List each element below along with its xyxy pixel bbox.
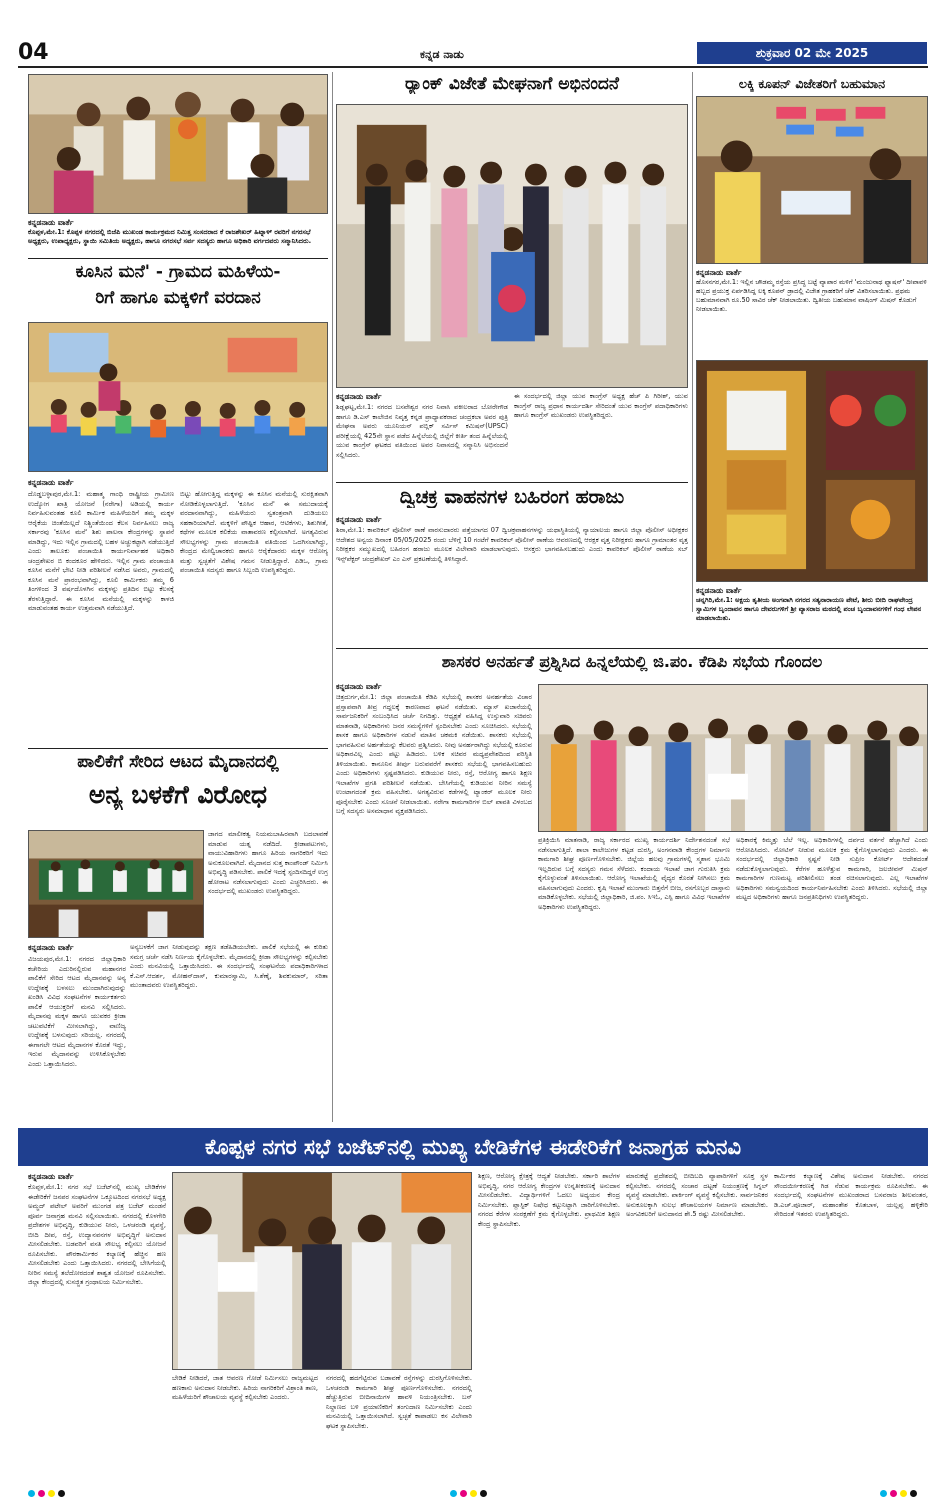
rank-photo: [336, 104, 688, 388]
kusina-headline-2: ರಿಗೆ ಹಾಗೂ ಮಕ್ಕಳಿಗೆ ವರದಾನ: [95, 288, 261, 308]
palike-headline-1: ಪಾಲಿಕೆಗೆ ಸೇರಿದ ಆಟದ ಮೈದಾನದಲ್ಲಿ: [77, 752, 279, 772]
felicitation-byline: ಕನ್ನಡನಾಡು ವಾರ್ತೆ: [28, 218, 74, 227]
auction-body: ಶಿರಾ,ಮೇ.1: ಕಾವರಿಕಲ್ ಪೊಲೀಸ್ ಠಾಣೆ ವಾರಸುದಾರರು ಪತ್ತೆಯಾಗದ 07 ದ್ವಿಚಕ್ರವಾಹನಗಳನ್ನು ಯಥಾಸ್ಥಿತಿಯಲ್ಲಿ ನ್ಯಾಯಾಲಯ ಹಾಗೂ ಜಿಲ್ಲಾ ಪೊಲೀಸ್ ಅಧೀಕ್ಷಕರ ಆದೇಶದ ಅನ್ವಯ ದಿನಾಂಕ 05/05/2025 ರಂದು ಬೆಳಿಗ್ಗೆ 10 ಗಂಟೆಗೆ ಕಾವರಿಕಲ್ ಪೊಲೀಸ್ ಠಾಣೆಯ ಆವರಣದಲ್ಲಿ ಆರಕ್ಷಕ ವೃತ್ತ ನಿರೀಕ್ಷಕರು ಹಾಗೂ ಗ್ರಾಮಾಂತರ ವೃತ್ತ ನಿರೀಕ್ಷಕರ ಸಮ್ಮುಖದಲ್ಲಿ ಬಹಿರಂಗ ಹರಾಜು ಮೂಲಕ ವಿಲೇವಾರಿ ಮಾಡಲಾಗುವುದು. ಆಸಕ್ತರು ಭಾಗವಹಿಸಬಹುದು ಎಂದು ಕಾವರಿಕಲ್ ಪೊಲೀಸ್ ಠಾಣೆಯ ಸಬ್ ಇನ್ಸ್‌ಪೆಕ್ಟರ್ ಚಂದ್ರಶೇಖರ್ ಎಂ ಎಸ್ ಪ್ರಕಟಣೆಯಲ್ಲಿ ತಿಳಿಸಿದ್ದಾರೆ.: [336, 526, 688, 563]
column-divider: [332, 72, 333, 1122]
registration-dots-right: [880, 1490, 917, 1497]
temple-photo: [696, 360, 928, 582]
kdp-col-1: ಚಿತ್ರದುರ್ಗ,ಮೇ.1: ಜಿಲ್ಲಾ ಪಂಚಾಯಿತಿ ಕೆಡಿಪಿ ಸಭೆಯಲ್ಲಿ ಶಾಸಕರ ಅನರ್ಹತೆಯ ವಿಚಾರ ಪ್ರಸ್ತಾಪವಾಗಿ ತೀವ್ರ ಗದ್ದಲಕ್ಕೆ ಕಾರಣವಾದ ಘಟನೆ ನಡೆಯಿತು. ಮ್ಯಾಸ್ ಖಜಾನೆಯಲ್ಲಿ ಸಾರ್ವಜನಿಕರಿಗೆ ಸಂಬಂಧಿಸಿದ ಚರ್ಚೆ ನಿಗದಿತ್ತು. ಆಧ್ಯಕ್ಷತೆ ವಹಿಸಿದ್ದ ಉಸ್ತುವಾರಿ ಸಚಿವರು ಮಾತನಾಡಿ, ಅಧಿಕಾರಿಗಳು ಜನರ ಸಮಸ್ಯೆಗಳಿಗೆ ಸ್ಪಂದಿಸಬೇಕು ಎಂದು ಸೂಚಿಸಿದರು. ಸಭೆಯಲ್ಲಿ ಶಾಸಕ ಹಾಗೂ ಅಧಿಕಾರಿಗಳ ನಡುವೆ ಮಾತಿನ ಚಕಮಕಿ ನಡೆಯಿತು. ಶಾಸಕರು ಸಭೆಯಲ್ಲಿ ಭಾಗವಹಿಸುವ ಅರ್ಹತೆಯನ್ನು ಕೆಲವರು ಪ್ರಶ್ನಿಸಿದರು. ನೀವು ಅನರ್ಹರಾಗಿದ್ದು ಸಭೆಯಲ್ಲಿ ಕೂರುವ ಅಧಿಕಾರವಿಲ್ಲ ಎಂದು ಪಟ್ಟು ಹಿಡಿದರು. ಬಳಿಕ ಸಚಿವರ ಮಧ್ಯಪ್ರವೇಶದಿಂದ ಪರಿಸ್ಥಿತಿ ತಿಳಿಯಾಯಿತು. ಕಾನೂನಿನ ತೀರ್ಪು ಬರುವವರೆಗೆ ಶಾಸಕರು ಸಭೆಯಲ್ಲಿ ಭಾಗವಹಿಸಬಹುದು ಎಂದು ಅಧಿಕಾರಿಗಳು ಸ್ಪಷ್ಟಪಡಿಸಿದರು. ಕುಡಿಯುವ ನೀರು, ರಸ್ತೆ, ಆರೋಗ್ಯ ಹಾಗೂ ಶಿಕ್ಷಣ ಇಲಾಖೆಗಳ ಪ್ರಗತಿ ಪರಿಶೀಲನೆ ನಡೆಯಿತು. ಬೇಸಿಗೆಯಲ್ಲಿ ಕುಡಿಯುವ ನೀರಿನ ಸಮಸ್ಯೆ ಉಂಟಾಗದಂತೆ ಕ್ರಮ ವಹಿಸಬೇಕು. ಅಗತ್ಯವಿರುವ ಕಡೆಗಳಲ್ಲಿ ಟ್ಯಾಂಕರ್ ಮೂಲಕ ನೀರು ಪೂರೈಸಬೇಕು ಎಂದು ಸೂಚನೆ ನೀಡಲಾಯಿತು. ನರೇಗಾ ಕಾಮಗಾರಿಗಳ ಬಿಲ್ ಪಾವತಿ ವಿಳಂಬದ ಬಗ್ಗೆ ಸದಸ್ಯರು ಅಸಮಾಧಾನ ವ್ಯಕ್ತಪಡಿಸಿದರು.: [336, 693, 532, 815]
lucky-headline: ಲಕ್ಕಿ ಕೂಪನ್ ವಿಜೇತರಿಗೆ ಬಹುಮಾನ: [738, 76, 886, 91]
auction-byline: ಕನ್ನಡನಾಡು ವಾರ್ತೆ: [336, 515, 382, 524]
rank-col-2: ಈ ಸಂದರ್ಭದಲ್ಲಿ ಜಿಲ್ಲಾ ಯುವ ಕಾಂಗ್ರೆಸ್ ಅಧ್ಯಕ್ಷ ಹೆಚ್ ಪಿ ಗಿರೀಶ್, ಯುವ ಕಾಂಗ್ರೆಸ್ ರಾಜ್ಯ ಪ್ರಧಾನ ಕಾರ್ಯದರ್ಶಿ ಸೇರಿದಂತೆ ಯುವ ಕಾಂಗ್ರೆಸ್ ಪದಾಧಿಕಾರಿಗಳು ಹಾಗೂ ಕಾಂಗ್ರೆಸ್ ಮುಖಂಡರು ಉಪಸ್ಥಿತರಿದ್ದರು.: [514, 392, 688, 419]
lucky-byline: ಕನ್ನಡನಾಡು ವಾರ್ತೆ: [696, 268, 742, 277]
budget-col-6: ಕಾರ್ಮಿಕರ ಕಲ್ಯಾಣಕ್ಕೆ ವಿಶೇಷ ಅನುದಾನ ನೀಡಬೇಕು. ನಗರದ ಸೌಂದರ್ಯೀಕರಣಕ್ಕೆ ಗಿಡ ನೆಡುವ ಕಾರ್ಯಕ್ರಮ ರೂಪಿಸಬೇಕು. ಈ ಸಂದರ್ಭದಲ್ಲಿ ಸಂಘಟನೆಗಳ ಮುಖಂಡರಾದ ಬಸವರಾಜ ಶೀಲವಂತರ, ಡಿ.ಎಚ್.ಪೂಜಾರ್, ಮಹಾಂತೇಶ ಕೊತಬಾಳ, ಯಲ್ಲಪ್ಪ ಹಳ್ಳಿಕೇರಿ ಸೇರಿದಂತೆ ಇತರರು ಉಪಸ್ಥಿತರಿದ್ದರು.: [774, 1172, 928, 1218]
page-number: 04: [18, 40, 49, 65]
temple-byline: ಕನ್ನಡನಾಡು ವಾರ್ತೆ: [696, 586, 742, 595]
felicitation-caption: ಕೊಪ್ಪಳ,ಮೇ.1: ಕೊಪ್ಪಳ ನಗರದಲ್ಲಿ ಬಿಜೆಪಿ ಮುಖಂಡ ಕಾರ್ಯಕ್ರಮದ ನಿಮಿತ್ತ ಸಂಸದರಾದ ಕೆ ರಾಜಶೇಖರ್ ಹಿಟ್ನಾಳ್ ರವರಿಗೆ ನಗರಸಭೆ ಅಧ್ಯಕ್ಷರು, ಉಪಾಧ್ಯಕ್ಷರು, ಸ್ಥಾಯಿ ಸಮಿತಿಯ ಅಧ್ಯಕ್ಷರು, ಹಾಗೂ ನಗರಸಭೆ ಸರ್ವ ಸದಸ್ಯರು ಹಾಗೂ ಅಧಿಕಾರಿ ವರ್ಗದವರು ಸನ್ಮಾನಿಸಿದರು.: [28, 228, 312, 245]
date-box: [697, 42, 927, 64]
divider: [28, 258, 328, 259]
budget-col-5: ಮಾರುಕಟ್ಟೆ ಪ್ರದೇಶದಲ್ಲಿ ಬೀದಿಬದಿ ವ್ಯಾಪಾರಿಗಳಿಗೆ ಸೂಕ್ತ ಸ್ಥಳ ಕಲ್ಪಿಸಬೇಕು. ನಗರದಲ್ಲಿ ಸಂಚಾರ ದಟ್ಟಣೆ ನಿಯಂತ್ರಣಕ್ಕೆ ಸಿಗ್ನಲ್ ವ್ಯವಸ್ಥೆ ಮಾಡಬೇಕು. ಪಾರ್ಕಿಂಗ್ ವ್ಯವಸ್ಥೆ ಕಲ್ಪಿಸಬೇಕು. ಸಾರ್ವಜನಿಕರ ಅನುಕೂಲಕ್ಕಾಗಿ ಸುಲಭ ಶೌಚಾಲಯಗಳ ನಿರ್ಮಾಣ ಮಾಡಬೇಕು. ಅಂಗವಿಕಲರಿಗೆ ಅನುದಾನದ ಶೇ.5 ರಷ್ಟು ಮೀಸಲಿಡಬೇಕು.: [626, 1172, 768, 1218]
registration-dots-center: [450, 1490, 487, 1497]
rank-col-1: ಶಿಡ್ಲಘಟ್ಟ,ಮೇ.1: ನಗರದ ಬಸವೇಶ್ವರ ನಗರ ನಿವಾಸಿ ವಕೀಲರಾದ ಬೋರೇಗೌಡ ಹಾಗೂ ಡಿ.ಎಸ್ ಕಾಲೇಜಿನ ನಿವೃತ್ತ ಕನ್ನಡ ಪ್ರಾಧ್ಯಾಪಕರಾದ ಚಂದ್ರಕಲಾ ಅವರ ಪುತ್ರಿ ಮೇಘನಾ ಅವರು ಯೂನಿಯನ್ ಪಬ್ಲಿಕ್ ಸರ್ವಿಸ್ ಕಮಿಷನ್(UPSC) ಪರೀಕ್ಷೆಯಲ್ಲಿ 425ನೇ ಸ್ಥಾನ ಪಡೆದ ಹಿನ್ನೆಲೆಯಲ್ಲಿ ಜಿಲ್ಲೆಗೆ ಕೀರ್ತಿ ತಂದ ಹಿನ್ನೆಲೆಯಲ್ಲಿ ಯುವ ಕಾಂಗ್ರೆಸ್ ಘಟಕದ ವತಿಯಿಂದ ಅವರ ನಿವಾಸದಲ್ಲಿ ಸನ್ಮಾನಿಸಿ ಅಭಿನಂದನೆ ಸಲ್ಲಿಸಿದರು.: [336, 403, 508, 459]
budget-photo: [172, 1172, 472, 1370]
auction-headline: ದ್ವಿಚಕ್ರ ವಾಹನಗಳ ಬಹಿರಂಗ ಹರಾಜು: [399, 486, 625, 508]
rank-byline: ಕನ್ನಡನಾಡು ವಾರ್ತೆ: [336, 392, 382, 401]
budget-col-3: ನಗರದಲ್ಲಿ ಹದಗೆಟ್ಟಿರುವ ಬಡಾವಣೆ ರಸ್ತೆಗಳನ್ನು ದುರಸ್ತಿಗೊಳಿಸಬೇಕು. ಒಳಚರಂಡಿ ಕಾಮಗಾರಿ ಶೀಘ್ರ ಪೂರ್ಣಗೊಳಿಸಬೇಕು. ನಗರದಲ್ಲಿ ಹೆಚ್ಚುತ್ತಿರುವ ಬೀದಿನಾಯಿಗಳ ಹಾವಳಿ ನಿಯಂತ್ರಿಸಬೇಕು. ಬಸ್ ನಿಲ್ದಾಣದ ಬಳಿ ಪ್ರಯಾಣಿಕರಿಗೆ ತಂಗುದಾಣ ನಿರ್ಮಿಸಬೇಕು ಎಂದು ಮನವಿಯಲ್ಲಿ ಒತ್ತಾಯಿಸಲಾಗಿದೆ. ಸ್ವಚ್ಛತೆ ಕಾಪಾಡಲು ಕಸ ವಿಲೇವಾರಿ ಘಟಕ ಸ್ಥಾಪಿಸಬೇಕು.: [326, 1374, 472, 1430]
kdp-headline: ಶಾಸಕರ ಅನರ್ಹತೆ ಪ್ರಶ್ನಿಸಿದ ಹಿನ್ನಲೆಯಲ್ಲಿ ಜಿ.ಪಂ. ಕೆಡಿಪಿ ಸಭೆಯ ಗೊಂದಲ: [441, 652, 823, 671]
kdp-photo: [538, 684, 928, 832]
palike-photo: [28, 830, 204, 938]
divider: [336, 482, 688, 483]
rank-headline: ರ್‍ಯಾಂಕ್ ವಿಜೇತೆ ಮೇಘನಾಗೆ ಅಭಿನಂದನೆ: [404, 74, 619, 94]
kusina-photo: [28, 322, 328, 472]
temple-caption: ಚನ್ನಗಿರಿ,ಮೇ.1: ಅಕ್ಷಯ ತೃತೀಯ ಅಂಗವಾಗಿ ನಗರದ ಸತ್ಯನಾರಾಯಣ ಪೇಟೆ, ಶೀರು ಬೀದಿ ರಾಘವೇಂದ್ರ ಸ್ವಾಮಿಗಳ ಬೃಂದಾವನ ಹಾಗೂ ದೇವರುಗಳಿಗೆ ಶ್ರೀ ವ್ಯಾಸರಾಜ ಮಠದಲ್ಲಿ ಪಂಚ ಬೃಂದಾವನಗಳಿಗೆ ಗಂಧ ಲೇಪನ ಮಾಡಲಾಯಿತು.: [696, 596, 922, 622]
column-divider: [692, 72, 693, 612]
paper-name: ಕನ್ನಡ ನಾಡು: [420, 48, 464, 61]
budget-banner: [18, 1128, 928, 1166]
kdp-byline: ಕನ್ನಡನಾಡು ವಾರ್ತೆ: [336, 682, 382, 691]
kusina-headline-1: ಕೂಸಿನ ಮನೆ' - ಗ್ರಾಮದ ಮಹಿಳೆಯ-: [75, 262, 281, 282]
registration-dots-left: [28, 1490, 65, 1497]
kusina-byline: ಕನ್ನಡನಾಡು ವಾರ್ತೆ: [28, 478, 74, 487]
lucky-photo: [696, 96, 928, 264]
felicitation-photo: [28, 74, 328, 214]
kdp-col-2: ಪ್ರತಿಕ್ರಿಯಿಸಿ ಮಾತನಾಡಿ, ರಾಜ್ಯ ಸರ್ಕಾರದ ಮುಖ್ಯ ಕಾರ್ಯದರ್ಶಿ ನಿರ್ದೇಶನದಂತೆ ಸಭೆ ನಡೆಸಲಾಗುತ್ತಿದೆ. ಶಾಲಾ ಕಾಲೇಜುಗಳ ಕಟ್ಟಡ ದುರಸ್ತಿ, ಅಂಗನವಾಡಿ ಕೇಂದ್ರಗಳ ನಿರ್ಮಾಣ ಕಾಮಗಾರಿ ಶೀಘ್ರ ಪೂರ್ಣಗೊಳಿಸಬೇಕು. ಜಿಲ್ಲೆಯ ಹಲವು ಗ್ರಾಮಗಳಲ್ಲಿ ಸ್ಮಶಾನ ಭೂಮಿ ಇಲ್ಲದಿರುವ ಬಗ್ಗೆ ಸದಸ್ಯರು ಗಮನ ಸೆಳೆದರು. ಕಂದಾಯ ಇಲಾಖೆ ಜಾಗ ಗುರುತಿಸಿ ಕ್ರಮ ಕೈಗೊಳ್ಳುವಂತೆ ತಿಳಿಸಲಾಯಿತು. ಆರೋಗ್ಯ ಇಲಾಖೆಯಲ್ಲಿ ವೈದ್ಯರ ಕೊರತೆ ನೀಗಿಸಲು ಕ್ರಮ ವಹಿಸಲಾಗುವುದು ಎಂದರು. ಕೃಷಿ ಇಲಾಖೆ ಮುಂಗಾರು ಬಿತ್ತನೆಗೆ ಬೀಜ, ರಸಗೊಬ್ಬರ ದಾಸ್ತಾನು ಮಾಡಿಕೊಳ್ಳಬೇಕು. ಸಭೆಯಲ್ಲಿ ಜಿಲ್ಲಾಧಿಕಾರಿ, ಜಿ.ಪಂ. ಸಿಇಓ, ಎಸ್ಪಿ ಹಾಗೂ ವಿವಿಧ ಇಲಾಖೆಗಳ ಅಧಿಕಾರಿಗಳು ಉಪಸ್ಥಿತರಿದ್ದರು.: [538, 836, 730, 911]
budget-col-1: ಕೊಪ್ಪಳ,ಮೇ.1: ನಗರ ಸಭೆ ಬಜೆಟ್‌ನಲ್ಲಿ ಮುಖ್ಯ ಬೇಡಿಕೆಗಳ ಈಡೇರಿಕೆಗೆ ಜನಪರ ಸಂಘಟನೆಗಳ ಒಕ್ಕೂಟದಿಂದ ನಗರಸಭೆ ಅಧ್ಯಕ್ಷ ಅಮ್ಜದ್ ಪಟೇಲ್ ಅವರಿಗೆ ಮುಂಗಡ ಪತ್ರ ಬಜೆಟ್ ಮಂಡನೆ ಪೂರ್ವ ಜನಾಗ್ರಹ ಮನವಿ ಸಲ್ಲಿಸಲಾಯಿತು. ನಗರದಲ್ಲಿ ಕೊಳಗೇರಿ ಪ್ರದೇಶಗಳ ಅಭಿವೃದ್ಧಿ, ಕುಡಿಯುವ ನೀರು, ಒಳಚರಂಡಿ ವ್ಯವಸ್ಥೆ, ಬೀದಿ ದೀಪ, ರಸ್ತೆ, ಉದ್ಯಾನವನಗಳ ಅಭಿವೃದ್ಧಿಗೆ ಅನುದಾನ ಮೀಸಲಿಡಬೇಕು. ಬಡವರಿಗೆ ವಸತಿ ಸೌಲಭ್ಯ ಕಲ್ಪಿಸಲು ಯೋಜನೆ ರೂಪಿಸಬೇಕು. ಪೌರಕಾರ್ಮಿಕರ ಕಲ್ಯಾಣಕ್ಕೆ ಹೆಚ್ಚಿನ ಹಣ ಮೀಸಲಿಡಬೇಕು ಎಂದು ಒತ್ತಾಯಿಸಿದರು. ನಗರದಲ್ಲಿ ಬೇಸಿಗೆಯಲ್ಲಿ ನೀರಿನ ಸಮಸ್ಯೆ ತಲೆದೋರದಂತೆ ಶಾಶ್ವತ ಯೋಜನೆ ರೂಪಿಸಬೇಕು. ಜಿಲ್ಲಾ ಕೇಂದ್ರದಲ್ಲಿ ಸುಸಜ್ಜಿತ ಗ್ರಂಥಾಲಯ ನಿರ್ಮಿಸಬೇಕು.: [28, 1183, 166, 1286]
kusina-col-1: ದೊಡ್ಡಬಳ್ಳಾಪುರ,ಮೇ.1: ಮಹಾತ್ಮ ಗಾಂಧಿ ರಾಷ್ಟ್ರೀಯ ಗ್ರಾಮೀಣ ಉದ್ಯೋಗ ಖಾತ್ರಿ ಯೋಜನೆ (ನರೇಗಾ) ಅಡಿಯಲ್ಲಿ ಕಾರ್ಯ ನಿರ್ವಹಿಸುವಂತಹ ಕೂಲಿ ಕಾರ್ಮಿಕ ಮಹಿಳೆಯರಿಗೆ ತಮ್ಮ ಮಕ್ಕಳ ಆರೈಕೆಯ ಚಿಂತೆಯಿಲ್ಲದೆ ನಿಶ್ಚಿಂತೆಯಿಂದ ಕೆಲಸ ನಿರ್ವಹಿಸಲು ರಾಜ್ಯ ಸರ್ಕಾರವು 'ಕೂಸಿನ ಮನೆ' ಶಿಶು ಪಾಲನಾ ಕೇಂದ್ರಗಳನ್ನು ಸ್ಥಾಪನೆ ಮಾಡಿದ್ದು, ಇದು ಇಲ್ಲಿನ ಗ್ರಾಮದಲ್ಲಿ ಬಹಳ ಅಚ್ಚುಕಟ್ಟಾಗಿ ನಡೆಯುತ್ತಿದೆ ಎಂದು ತಾಲೂಕು ಪಂಚಾಯಿತಿ ಕಾರ್ಯನಿರ್ವಾಹಕ ಅಧಿಕಾರಿ ಚಂದ್ರಶೇಖರ ಬಿ ಕಂದಕೂರ ಹೇಳಿದರು. ಇಲ್ಲಿನ ಗ್ರಾಮ ಪಂಚಾಯತಿ ಕೂಸಿನ ಮನೆಗೆ ಭೇಟಿ ನೀಡಿ ಪರಿಶೀಲನೆ ನಡೆಸಿದ ಅವರು, ಗ್ರಾಮದಲ್ಲಿ ಕೂಸಿನ ಮನೆ ಪ್ರಾರಂಭವಾಗಿದ್ದು, ಕೂಲಿ ಕಾರ್ಮಿಕರು ತಮ್ಮ 6 ತಿಂಗಳಿಂದ 3 ವರ್ಷದೊಳಗಿನ ಮಕ್ಕಳನ್ನು ಪ್ರತಿದಿನ ಬಿಟ್ಟು ಕೆಲಸಕ್ಕೆ ತೆರಳುತ್ತಿದ್ದಾರೆ. ಈ ಕೂಸಿನ ಮನೆಯಲ್ಲಿ ಮಕ್ಕಳನ್ನು ಕಾಳಜಿ ಮಾಡುವಂತಹ ಕಾರ್ಯ ಉತ್ತಮವಾಗಿ ನಡೆಯುತ್ತಿದೆ.: [28, 490, 174, 612]
palike-byline: ಕನ್ನಡನಾಡು ವಾರ್ತೆ: [28, 943, 74, 952]
date-text: ಶುಕ್ರವಾರ 02 ಮೇ 2025: [755, 46, 869, 60]
divider: [336, 648, 928, 649]
budget-byline: ಕನ್ನಡನಾಡು ವಾರ್ತೆ: [28, 1172, 74, 1181]
kdp-col-3: ಅಧಿಕಾರಕ್ಕೆ ಕಿಮ್ಮತ್ತು ಬೆಲೆ ಇಲ್ಲ. ಅಧಿಕಾರಿಗಳಲ್ಲಿ ದರ್ಪದ ವರ್ತನೆ ಹೆಚ್ಚಾಗಿದೆ ಎಂದು ಆರೋಪಿಸಿದರು. ನೋಟಿಸ್ ನೀಡುವ ಮೂಲಕ ಕ್ರಮ ಕೈಗೊಳ್ಳಲಾಗುವುದು ಎಂದರು. ಈ ಸಂದರ್ಭದಲ್ಲಿ ಜಿಲ್ಲಾಧಿಕಾರಿ ಸ್ಪಷ್ಟನೆ ನೀಡಿ ಸುಪ್ರೀಂ ಕೋರ್ಟ್ ಆದೇಶದಂತೆ ನಡೆದುಕೊಳ್ಳಲಾಗುವುದು. ಕೆರೆಗಳ ಹೂಳೆತ್ತುವ ಕಾಮಗಾರಿ, ಜಲಜೀವನ್ ಮಿಷನ್ ಕಾಮಗಾರಿಗಳ ಗುಣಮಟ್ಟ ಪರಿಶೀಲಿಸಲು ತಂಡ ರಚಿಸಲಾಗುವುದು. ಎಲ್ಲ ಇಲಾಖೆಗಳ ಅಧಿಕಾರಿಗಳು ಸಮನ್ವಯದಿಂದ ಕಾರ್ಯನಿರ್ವಹಿಸಬೇಕು ಎಂದು ತಿಳಿಸಿದರು. ಸಭೆಯಲ್ಲಿ ಜಿಲ್ಲಾ ಮಟ್ಟದ ಅಧಿಕಾರಿಗಳು ಹಾಗೂ ಜನಪ್ರತಿನಿಧಿಗಳು ಉಪಸ್ಥಿತರಿದ್ದರು.: [736, 836, 928, 901]
masthead-rule: [18, 66, 928, 68]
budget-col-2: ಬೇಡಿಕೆ ನೀಡಿದರೆ, ಜಾತ ಆವರಣ ಗೋಡೆ ನಿರ್ಮಿಸಲು ರಾಜ್ಯಮಟ್ಟದ ಹಣಕಾಸು ಅನುದಾನ ನೀಡಬೇಕು. ಹಿರಿಯ ನಾಗರಿಕರಿಗೆ ವಿಶ್ರಾಂತಿ ತಾಣ, ಮಹಿಳೆಯರಿಗೆ ಶೌಚಾಲಯ ವ್ಯವಸ್ಥೆ ಕಲ್ಪಿಸಬೇಕು ಎಂದರು.: [172, 1374, 318, 1401]
divider: [28, 748, 328, 749]
palike-col-1: ವಿಜಯಪುರ,ಮೇ.1: ನಗರದ ಜಿಲ್ಲಾಧಿಕಾರಿ ಕಚೇರಿಯ ಎದುರಿನಲ್ಲಿರುವ ಮಹಾನಗರ ಪಾಲಿಕೆಗೆ ಸೇರಿದ ಆಟದ ಮೈದಾನವನ್ನು ಅನ್ಯ ಉದ್ದೇಶಕ್ಕೆ ಬಳಸಲು ಮುಂದಾಗಿರುವುದನ್ನು ಖಂಡಿಸಿ ವಿವಿಧ ಸಂಘಟನೆಗಳ ಕಾರ್ಯಕರ್ತರು ಪಾಲಿಕೆ ಆಯುಕ್ತರಿಗೆ ಮನವಿ ಸಲ್ಲಿಸಿದರು. ಮೈದಾನವು ಮಕ್ಕಳ ಹಾಗೂ ಯುವಕರ ಕ್ರೀಡಾ ಚಟುವಟಿಕೆಗೆ ಮೀಸಲಾಗಿದ್ದು, ವಾಣಿಜ್ಯ ಉದ್ದೇಶಕ್ಕೆ ಬಳಸುವುದು ಸರಿಯಲ್ಲ. ನಗರದಲ್ಲಿ ಈಗಾಗಲೇ ಆಟದ ಮೈದಾನಗಳ ಕೊರತೆ ಇದ್ದು, ಇರುವ ಮೈದಾನವನ್ನು ಉಳಿಸಿಕೊಳ್ಳಬೇಕು ಎಂದು ಒತ್ತಾಯಿಸಿದರು.: [28, 955, 126, 1068]
lucky-caption: ಹೊಸನಗರ,ಮೇ.1: ಇಲ್ಲಿನ ಚೌಡಮ್ಮ ರಸ್ತೆಯ ಪ್ರಸಿದ್ಧ ಬಟ್ಟೆ ವ್ಯಾಪಾರ ಮಳಿಗೆ 'ಮಂಜುನಾಥ ಫ್ಯಾಷನ್' ದೀಪಾವಳಿ ಹಬ್ಬದ ಪ್ರಯುಕ್ತ ಏರ್ಪಡಿಸಿದ್ದ ಲಕ್ಕಿ ಕೂಪನ್ ಡ್ರಾದಲ್ಲಿ ವಿಜೇತ ಗ್ರಾಹಕರಿಗೆ ಚೆಕ್ ವಿತರಿಸಲಾಯಿತು. ಪ್ರಥಮ ಬಹುಮಾನವಾಗಿ ರೂ.50 ಸಾವಿರ ಚೆಕ್ ನೀಡಲಾಯಿತು. ದ್ವಿತೀಯ ಬಹುಮಾನ ವಾಷಿಂಗ್ ಮಿಷನ್ ಕೊಡುಗೆ ನೀಡಲಾಯಿತು.: [696, 278, 927, 313]
budget-col-4: ಶಿಕ್ಷಣ, ಆರೋಗ್ಯ ಕ್ಷೇತ್ರಕ್ಕೆ ಆದ್ಯತೆ ನೀಡಬೇಕು. ಸರ್ಕಾರಿ ಶಾಲೆಗಳ ಅಭಿವೃದ್ಧಿ, ನಗರ ಆರೋಗ್ಯ ಕೇಂದ್ರಗಳ ಉನ್ನತೀಕರಣಕ್ಕೆ ಅನುದಾನ ಮೀಸಲಿಡಬೇಕು. ವಿದ್ಯಾರ್ಥಿಗಳಿಗೆ ಓದಲು ಅಧ್ಯಯನ ಕೇಂದ್ರ ನಿರ್ಮಿಸಬೇಕು. ಪ್ಲಾಸ್ಟಿಕ್ ನಿಷೇಧ ಕಟ್ಟುನಿಟ್ಟಾಗಿ ಜಾರಿಗೊಳಿಸಬೇಕು. ನಗರದ ಕೆರೆಗಳ ಸಂರಕ್ಷಣೆಗೆ ಕ್ರಮ ಕೈಗೊಳ್ಳಬೇಕು. ಪ್ರಾಥಮಿಕ ಶಿಕ್ಷಣ ಕೇಂದ್ರ ಸ್ಥಾಪಿಸಬೇಕು.: [478, 1172, 620, 1228]
palike-headline-2: ಅನ್ಯ ಬಳಕೆಗೆ ವಿರೋಧ: [88, 780, 268, 809]
budget-headline: ಕೊಪ್ಪಳ ನಗರ ಸಭೆ ಬಜೆಟ್‌ನಲ್ಲಿ ಮುಖ್ಯ ಬೇಡಿಕೆಗಳ ಈಡೇರಿಕೆಗೆ ಜನಾಗ್ರಹ ಮನವಿ: [204, 1135, 742, 1159]
kusina-col-2: ಬಿಟ್ಟು ಹೋಗುತ್ತಿದ್ದ ಮಕ್ಕಳನ್ನು ಈ ಕೂಸಿನ ಮನೆಯಲ್ಲಿ ಸುರಕ್ಷಿತವಾಗಿ ನೋಡಿಕೊಳ್ಳಲಾಗುತ್ತಿದೆ. 'ಕೂಸಿನ ಮನೆ' ಈ ಸಮುದಾಯಕ್ಕೆ ವರದಾನವಾಗಿದ್ದು, ಮಹಿಳೆಯರು ಸ್ವತಂತ್ರವಾಗಿ ದುಡಿಯಲು ಸಹಕಾರಿಯಾಗಿದೆ. ಮಕ್ಕಳಿಗೆ ಪೌಷ್ಟಿಕ ಆಹಾರ, ಆಟಿಕೆಗಳು, ಶಿಶುಗೀತೆ, ಕಥೆಗಳ ಮೂಲಕ ಕಲಿಕೆಯ ವಾತಾವರಣ ಕಲ್ಪಿಸಲಾಗಿದೆ. ಅಗತ್ಯವಿರುವ ಸೌಲಭ್ಯಗಳನ್ನು ಗ್ರಾಮ ಪಂಚಾಯಿತಿ ವತಿಯಿಂದ ಒದಗಿಸಲಾಗಿದ್ದು, ಕೇಂದ್ರದ ಮೇಲ್ವಿಚಾರಕರು ಹಾಗೂ ಆರೈಕೆದಾರರು ಮಕ್ಕಳ ಆರೋಗ್ಯ ಮತ್ತು ಸ್ವಚ್ಛತೆಗೆ ವಿಶೇಷ ಗಮನ ನೀಡುತ್ತಿದ್ದಾರೆ. ಪಿಡಿಒ, ಗ್ರಾಮ ಪಂಚಾಯಿತಿ ಸದಸ್ಯರು ಹಾಗೂ ಸಿಬ್ಬಂದಿ ಉಪಸ್ಥಿತರಿದ್ದರು.: [180, 490, 328, 574]
palike-col-2: ಜಾಗದ ಮಾಲೀಕತ್ವ ನಿಯಮಬಾಹಿರವಾಗಿ ಬದಲಾವಣೆ ಮಾಡುವ ಯತ್ನ ನಡೆದಿದೆ. ಕ್ರೀಡಾಪಟುಗಳು, ವಾಯುವಿಹಾರಿಗಳು ಹಾಗೂ ಹಿರಿಯ ನಾಗರಿಕರಿಗೆ ಇದು ಅನುಕೂಲವಾಗಿದೆ. ಮೈದಾನದ ಸುತ್ತ ಕಾಂಪೌಂಡ್ ನಿರ್ಮಿಸಿ ಅಭಿವೃದ್ಧಿ ಪಡಿಸಬೇಕು. ಪಾಲಿಕೆ ಇದಕ್ಕೆ ಸ್ಪಂದಿಸದಿದ್ದರೆ ಉಗ್ರ ಹೋರಾಟ ನಡೆಸಲಾಗುವುದು ಎಂದು ಎಚ್ಚರಿಸಿದರು. ಈ ಸಂದರ್ಭದಲ್ಲಿ ಮುಖಂಡರು ಉಪಸ್ಥಿತರಿದ್ದರು.: [208, 830, 328, 895]
palike-col-3: ಅನ್ಯಬಳಕೆಗೆ ಜಾಗ ನೀಡುವುದನ್ನು ತಕ್ಷಣ ತಡೆಹಿಡಿಯಬೇಕು. ಪಾಲಿಕೆ ಸಭೆಯಲ್ಲಿ ಈ ಕುರಿತು ಸಮಗ್ರ ಚರ್ಚೆ ನಡೆಸಿ ನಿರ್ಣಯ ಕೈಗೊಳ್ಳಬೇಕು. ಮೈದಾನದಲ್ಲಿ ಕ್ರೀಡಾ ಸೌಲಭ್ಯಗಳನ್ನು ಕಲ್ಪಿಸಬೇಕು ಎಂದು ಮನವಿಯಲ್ಲಿ ಒತ್ತಾಯಿಸಿದರು. ಈ ಸಂದರ್ಭದಲ್ಲಿ ಸಂಘಟನೆಯ ಪದಾಧಿಕಾರಿಗಳಾದ ಕೆ.ಎಸ್.ಆದರ್ಶ, ಮೋಹನ್‌ದಾಸ್, ಕುಮಾರಸ್ವಾಮಿ, ಸಿ.ಶೆಣೈ, ಶಿವಕುಮಾರ್, ಸರಿತಾ ಮುಂತಾದವರು ಉಪಸ್ಥಿತರಿದ್ದರು.: [130, 943, 328, 989]
